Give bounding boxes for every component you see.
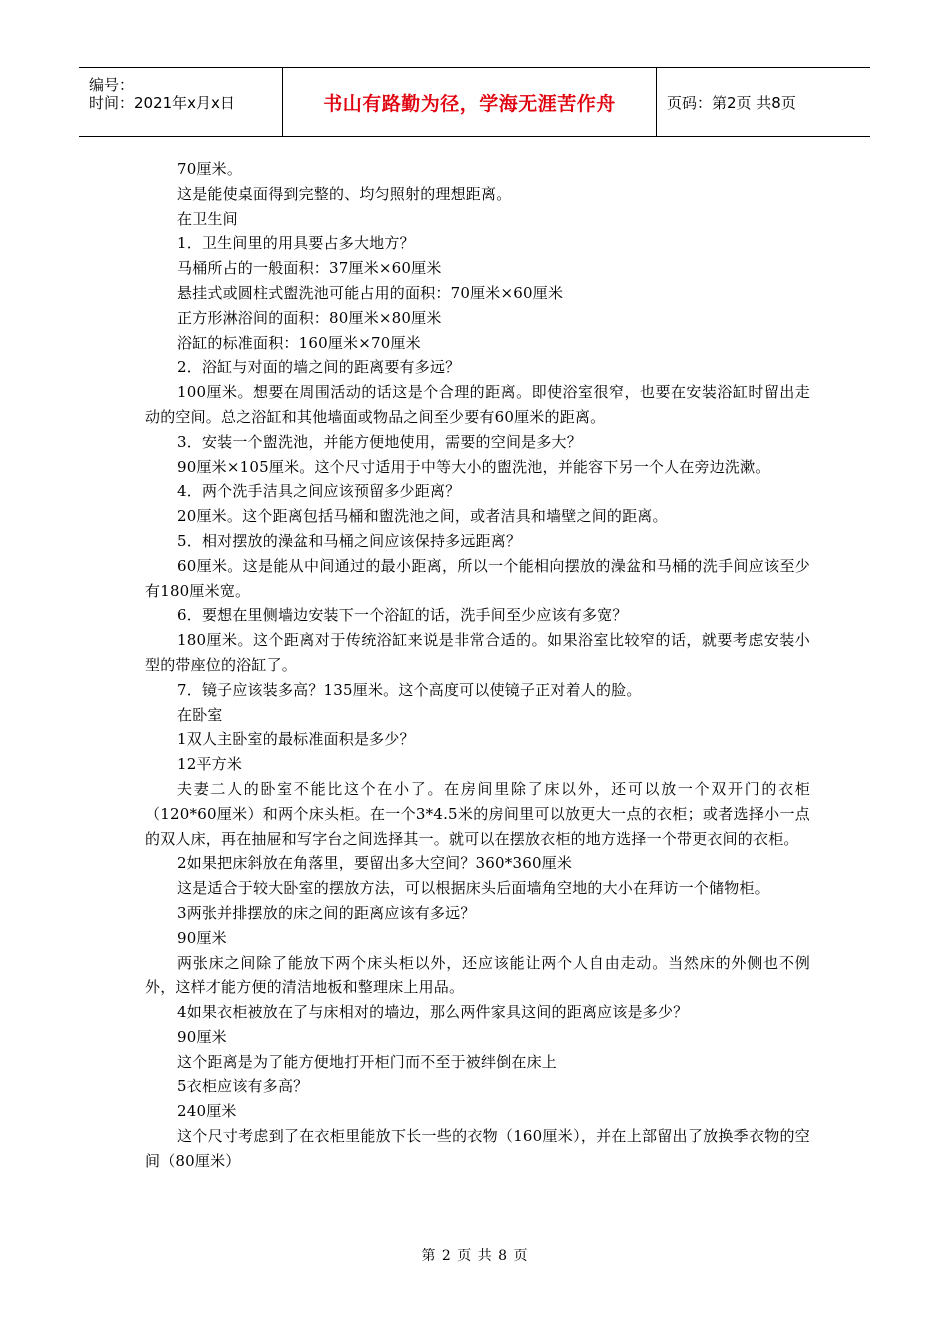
page-header [79,67,870,137]
paragraph: 4如果衣柜被放在了与床相对的墙边，那么两件家具这间的距离应该是多少？ [177,1003,689,1022]
paragraph: 3．安装一个盥洗池，并能方便地使用，需要的空间是多大？ [177,432,582,451]
paragraph: 浴缸的标准面积：160厘米×70厘米 [177,333,421,352]
paragraph: 60厘米。这是能从中间通过的最小距离，所以一个能相向摆放的澡盆和马桶的洗手间应该至少有180厘米宽。 [145,556,810,600]
paragraph: 12平方米 [177,755,243,774]
paragraph: 夫妻二人的卧室不能比这个在小了。在房间里除了床以外，还可以放一个双开门的衣柜（120*60厘米）和两个床头柜。在一个3*4.5米的房间里可以放更大一点的衣柜；或者选择小一点的双人床，再在抽屉和写字台之间选择其一。就可以在摆放衣柜的地方选择一个带更衣间的衣柜。 [145,779,810,848]
page-info: 页码：第2页 共8页 [667,93,796,112]
paragraph: 90厘米 [177,1027,227,1046]
paragraph: 1．卫生间里的用具要占多大地方？ [177,234,415,253]
motto-text: 书山有路勤为径，学海无涯苦作舟 [323,92,616,115]
paragraph: 马桶所占的一般面积：37厘米×60厘米 [177,259,442,278]
paragraph: 240厘米 [177,1102,237,1121]
paragraph: 这是适合于较大卧室的摆放方法，可以根据床头后面墙角空地的大小在拜访一个储物柜。 [177,879,770,898]
header-meta-cell [79,68,283,136]
paragraph: 5衣柜应该有多高？ [177,1077,309,1096]
paragraph: 两张床之间除了能放下两个床头柜以外，还应该能让两个人自由走动。当然床的外侧也不例外，这样才能方便的清洁地板和整理床上用品。 [145,953,810,997]
paragraph: 这个尺寸考虑到了在衣柜里能放下长一些的衣物（160厘米），并在上部留出了放换季衣物的空间（80厘米） [145,1127,810,1170]
header-page-cell [657,68,870,136]
paragraph: 90厘米 [177,928,227,947]
paragraph: 70厘米。 [177,160,243,178]
paragraph: 20厘米。这个距离包括马桶和盥洗池之间，或者洁具和墙壁之间的距离。 [177,507,668,526]
paragraph: 180厘米。这个距离对于传统浴缸来说是非常合适的。如果浴室比较窄的话，就要考虑安装小型的带座位的浴缸了。 [145,631,810,674]
paragraph: 4．两个洗手洁具之间应该预留多少距离？ [177,482,461,501]
header-motto-cell [283,68,657,136]
paragraph: 2．浴缸与对面的墙之间的距离要有多远？ [177,358,461,377]
paragraph: 正方形淋浴间的面积：80厘米×80厘米 [177,308,442,327]
date-line: 时间：2021年x月x日 [89,94,235,112]
paragraph: 90厘米×105厘米。这个尺寸适用于中等大小的盥洗池，并能容下另一个人在旁边洗漱。 [177,457,771,476]
paragraph: 在卫生间 [177,209,238,228]
number-label: 编号： [89,76,135,94]
paragraph: 100厘米。想要在周围活动的话这是个合理的距离。即使浴室很窄，也要在安装浴缸时留出走动的空间。总之浴缸和其他墙面或物品之间至少要有60厘米的距离。 [145,383,810,426]
paragraph: 5．相对摆放的澡盆和马桶之间应该保持多远距离？ [177,531,522,550]
paragraph: 在卧室 [177,705,223,724]
paragraph: 这是能使桌面得到完整的、均匀照射的理想距离。 [177,184,512,203]
paragraph: 2如果把床斜放在角落里，要留出多大空间？360*360厘米 [177,854,573,873]
paragraph: 1双人主卧室的最标准面积是多少？ [177,730,415,749]
paragraph: 这个距离是为了能方便地打开柜门而不至于被绊倒在床上 [177,1052,558,1071]
document-body [145,157,810,1174]
paragraph: 7．镜子应该装多高？135厘米。这个高度可以使镜子正对着人的脸。 [177,680,642,699]
page-footer: 第 2 页 共 8 页 [421,1248,529,1264]
paragraph: 3两张并排摆放的床之间的距离应该有多远？ [177,903,476,922]
paragraph: 悬挂式或圆柱式盥洗池可能占用的面积：70厘米×60厘米 [177,283,564,302]
paragraph: 6．要想在里侧墙边安装下一个浴缸的话，洗手间至少应该有多宽？ [177,606,628,625]
